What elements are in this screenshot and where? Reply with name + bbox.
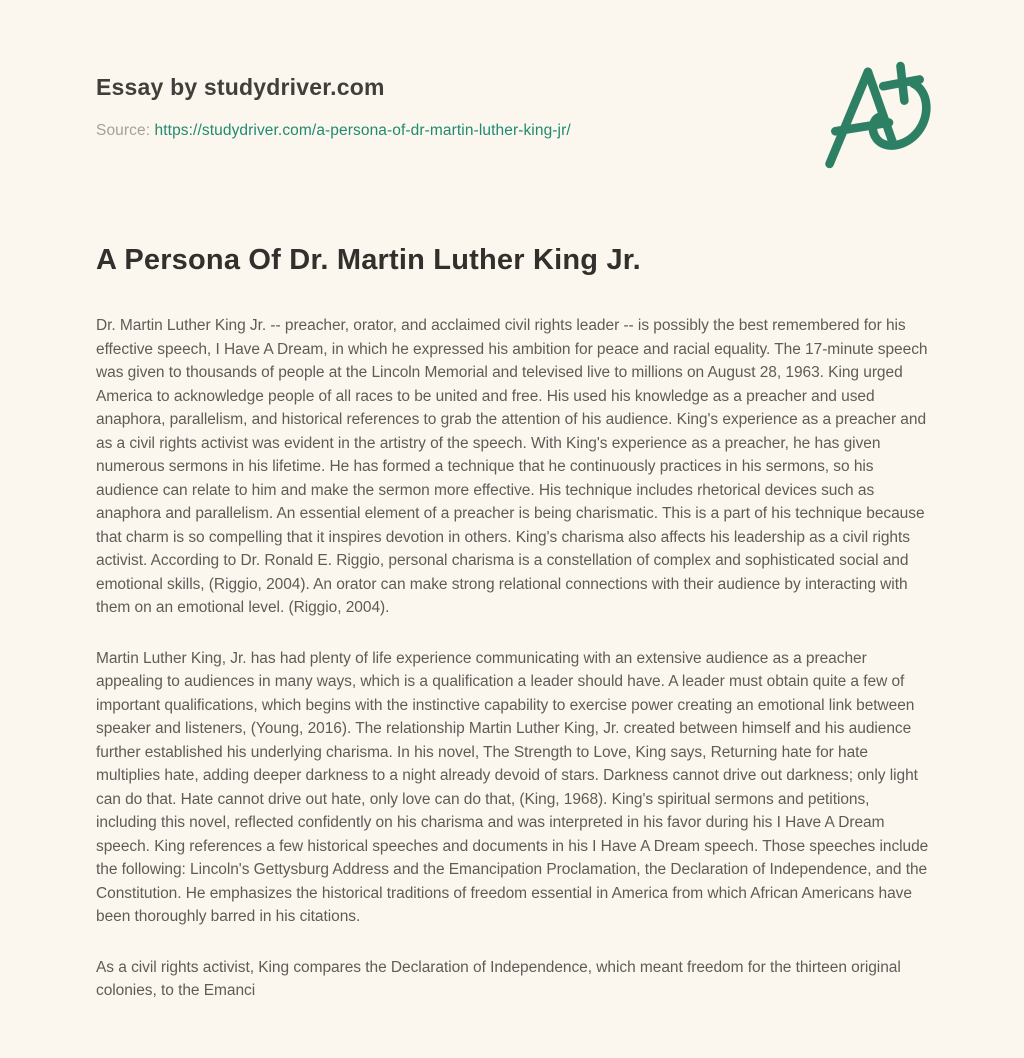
studydriver-aplus-logo-icon xyxy=(820,55,935,173)
source-link[interactable]: https://studydriver.com/a-persona-of-dr-martin-luther-king-jr/ xyxy=(154,122,571,139)
essay-body xyxy=(96,314,934,1030)
essay-paragraph-1: Dr. Martin Luther King Jr. -- preacher, orator, and acclaimed civil rights leader -- is possibly the best remembered for his effective speech, I Have A Dream, in which he expressed his ambition for peace and racial equality. The 17-minute speech was given to thousands of people at the Lincoln Memorial and televised live to millions on August 28, 1963. King urged America to acknowledge people of all races to be united and free. His used his knowledge as a preacher and used anaphora, parallelism, and historical references to grab the attention of his audience. King's experience as a preacher and as a civil rights activist was evident in the artistry of the speech. With King's experience as a preacher, he has given numerous sermons in his lifetime. He has formed a technique that he continuously practices in his sermons, so his audience can relate to him and make the sermon more effective. His technique includes rhetorical devices such as anaphora and parallelism. An essential element of a preacher is being charismatic. This is a part of his technique because that charm is so compelling that it inspires devotion in others. King's charisma also affects his leadership as a civil rights activist. According to Dr. Ronald E. Riggio, personal charisma is a constellation of complex and sophisticated social and emotional skills, (Riggio, 2004). An orator can make strong relational connections with their audience by interacting with them on an emotional level. (Riggio, 2004). xyxy=(96,317,928,616)
page-header xyxy=(96,74,571,140)
essay-paragraph-2: Martin Luther King, Jr. has had plenty of life experience communicating with an extensive audience as a preacher appealing to audiences in many ways, which is a qualification a leader should have. A leader must obtain quite a few of important qualifications, which begins with the instinctive capability to exercise power creating an emotional link between speaker and listeners, (Young, 2016). The relationship Martin Luther King, Jr. created between himself and his audience further established his underlying charisma. In his novel, The Strength to Love, King says, Returning hate for hate multiplies hate, adding deeper darkness to a night already devoid of stars. Darkness cannot drive out darkness; only light can do that. Hate cannot drive out hate, only love can do that, (King, 1968). King's spiritual sermons and petitions, including this novel, reflected confidently on his charisma and was interpreted in his favor during his I Have A Dream speech. King references a few historical speeches and documents in his I Have A Dream speech. Those speeches include the following: Lincoln's Gettysburg Address and the Emancipation Proclamation, the Declaration of Independence, and the Constitution. He emphasizes the historical traditions of freedom essential in America from which African Americans have been thoroughly barred in his citations. xyxy=(96,649,929,925)
essay-title: A Persona Of Dr. Martin Luther King Jr. xyxy=(96,244,641,276)
essay-paragraph-3: As a civil rights activist, King compares the Declaration of Independence, which meant freedom for the thirteen original colonies, to the Emanci xyxy=(96,958,901,999)
source-label: Source: xyxy=(96,122,151,139)
site-heading: Essay by studydriver.com xyxy=(96,74,385,100)
source-line xyxy=(96,122,571,140)
